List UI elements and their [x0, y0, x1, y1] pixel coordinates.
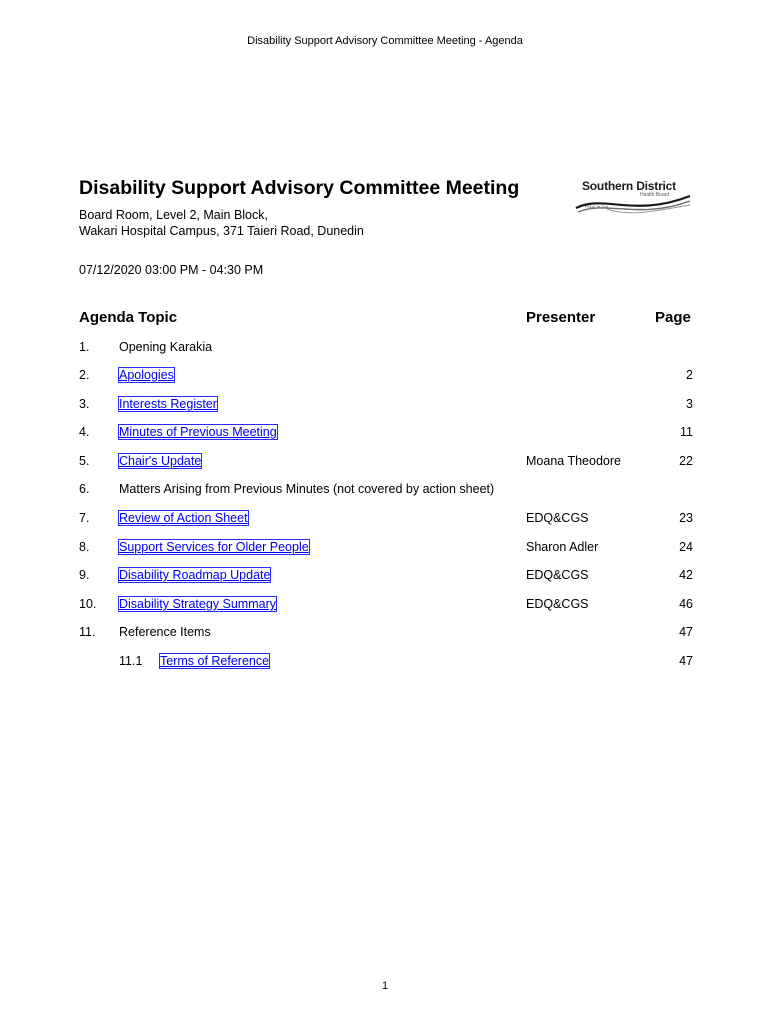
logo-wave-icon — [574, 188, 692, 216]
item-topic-link[interactable]: Support Services for Older People — [119, 540, 309, 554]
subitem-number: 11.1 — [119, 654, 143, 668]
agenda-row — [0, 597, 770, 615]
agenda-subrow — [0, 654, 770, 672]
item-number: 11. — [79, 625, 96, 639]
item-topic — [119, 597, 276, 611]
column-header-topic: Agenda Topic — [79, 309, 178, 326]
item-presenter: EDQ&CGS — [526, 568, 589, 582]
item-topic — [119, 540, 309, 554]
item-topic — [119, 397, 217, 411]
item-presenter: Moana Theodore — [526, 454, 621, 468]
item-number: 9. — [79, 568, 90, 582]
agenda-row — [0, 540, 770, 558]
item-number: 4. — [79, 425, 90, 439]
item-topic — [119, 425, 277, 439]
agenda-row — [0, 511, 770, 529]
agenda-row — [0, 368, 770, 386]
item-number: 3. — [79, 397, 90, 411]
item-number: 10. — [79, 597, 97, 611]
item-presenter: EDQ&CGS — [526, 597, 589, 611]
logo-tagline: Pōkai Te Ora — [585, 204, 609, 209]
item-topic-link[interactable]: Interests Register — [119, 397, 217, 411]
item-topic — [119, 368, 174, 382]
item-topic — [119, 568, 270, 582]
venue-line: Board Room, Level 2, Main Block, — [79, 208, 268, 222]
page-number: 1 — [381, 980, 389, 992]
logo-name: Southern District — [582, 179, 676, 193]
agenda-row — [0, 397, 770, 415]
item-page: 11 — [680, 425, 693, 439]
venue — [79, 208, 364, 239]
item-number: 5. — [79, 454, 90, 468]
item-page: 23 — [679, 511, 693, 525]
item-number: 1. — [79, 340, 90, 354]
agenda-row — [0, 625, 770, 643]
item-topic: Matters Arising from Previous Minutes (not covered by action sheet) — [119, 482, 495, 496]
item-page: 47 — [679, 625, 693, 639]
subitem-topic — [160, 654, 269, 668]
item-topic-link[interactable]: Disability Strategy Summary — [119, 597, 276, 611]
item-number: 7. — [79, 511, 90, 525]
item-page: 46 — [679, 597, 693, 611]
item-topic: Opening Karakia — [119, 340, 213, 354]
item-number: 2. — [79, 368, 90, 382]
item-topic — [119, 511, 248, 525]
item-page: 22 — [679, 454, 693, 468]
item-number: 8. — [79, 540, 90, 554]
agenda-row — [0, 482, 770, 500]
logo-subtitle: Health Board — [640, 192, 670, 198]
item-topic-link[interactable]: Review of Action Sheet — [119, 511, 248, 525]
item-page: 42 — [679, 568, 693, 582]
item-number: 6. — [79, 482, 90, 496]
column-header-page: Page — [655, 309, 691, 326]
column-header-presenter: Presenter — [526, 309, 596, 326]
item-topic — [119, 454, 201, 468]
running-header: Disability Support Advisory Committee Meeting - Agenda — [247, 35, 523, 47]
item-topic-link[interactable]: Apologies — [119, 368, 174, 382]
item-topic-link[interactable]: Disability Roadmap Update — [119, 568, 271, 582]
item-page: 3 — [686, 397, 693, 411]
item-presenter: EDQ&CGS — [526, 511, 589, 525]
item-topic-link[interactable]: Minutes of Previous Meeting — [119, 425, 277, 439]
agenda-row — [0, 340, 770, 358]
item-presenter: Sharon Adler — [526, 540, 599, 554]
agenda-row — [0, 568, 770, 586]
subitem-page: 47 — [679, 654, 693, 668]
agenda-row — [0, 454, 770, 472]
meeting-title: Disability Support Advisory Committee Meeting — [79, 177, 520, 199]
item-topic-link[interactable]: Chair's Update — [119, 454, 202, 468]
venue-line: Wakari Hospital Campus, 371 Taieri Road, Dunedin — [79, 223, 364, 238]
organisation-logo — [574, 178, 692, 216]
meeting-datetime: 07/12/2020 03:00 PM - 04:30 PM — [79, 263, 264, 277]
agenda-row — [0, 425, 770, 443]
item-page: 2 — [686, 368, 693, 382]
item-page: 24 — [679, 540, 693, 554]
item-topic: Reference Items — [119, 625, 211, 639]
subitem-topic-link[interactable]: Terms of Reference — [160, 654, 270, 668]
